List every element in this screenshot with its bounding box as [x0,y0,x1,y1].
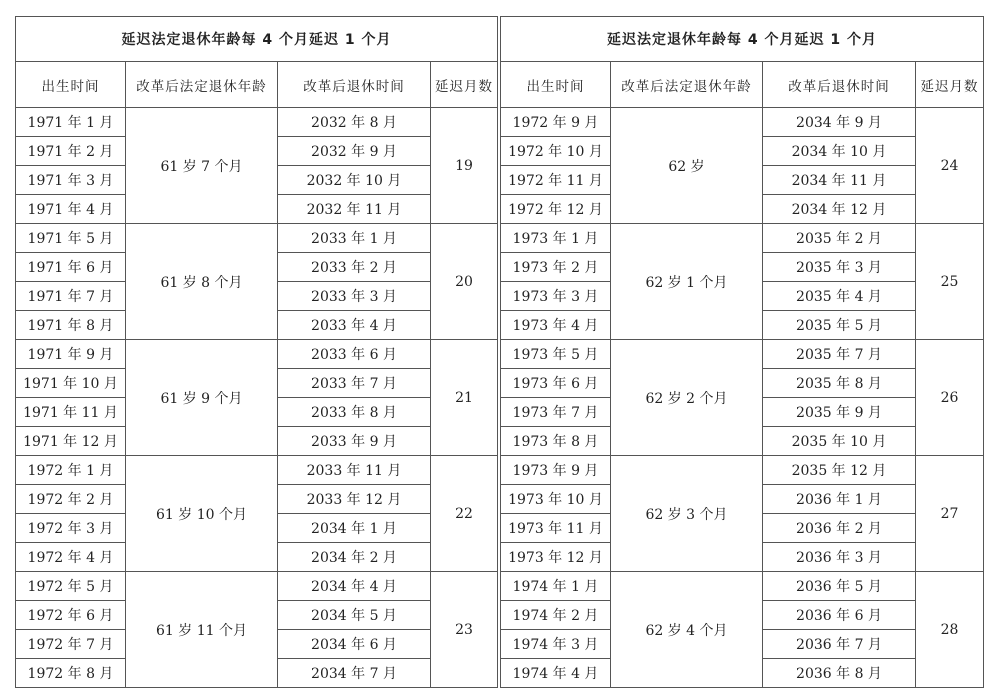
birth-time-cell: 1972 年 9 月 [501,108,611,137]
retirement-time-cell: 2032 年 11 月 [278,195,431,224]
header-retirement-age: 改革后法定退休年龄 [126,62,278,108]
retirement-age-cell: 62 岁 4 个月 [611,572,763,688]
retirement-time-cell: 2033 年 7 月 [278,369,431,398]
birth-time-cell: 1972 年 11 月 [501,166,611,195]
header-birth-time: 出生时间 [501,62,611,108]
table-header-row [501,62,984,108]
table-row [16,108,498,137]
birth-time-cell: 1974 年 1 月 [501,572,611,601]
retirement-time-cell: 2033 年 12 月 [278,485,431,514]
retirement-time-cell: 2034 年 1 月 [278,514,431,543]
table-row [16,224,498,253]
header-birth-time: 出生时间 [16,62,126,108]
birth-time-cell: 1971 年 1 月 [16,108,126,137]
delay-months-cell: 22 [431,456,498,572]
birth-time-cell: 1971 年 12 月 [16,427,126,456]
retirement-time-cell: 2035 年 9 月 [763,398,916,427]
retirement-time-cell: 2034 年 12 月 [763,195,916,224]
birth-time-cell: 1974 年 4 月 [501,659,611,688]
table-row [501,224,984,253]
birth-time-cell: 1972 年 2 月 [16,485,126,514]
table-row [16,572,498,601]
retirement-age-cell: 62 岁 2 个月 [611,340,763,456]
retirement-time-cell: 2033 年 8 月 [278,398,431,427]
birth-time-cell: 1973 年 11 月 [501,514,611,543]
retirement-time-cell: 2036 年 2 月 [763,514,916,543]
table-row [501,108,984,137]
retirement-age-cell: 62 岁 [611,108,763,224]
retirement-age-cell: 61 岁 7 个月 [126,108,278,224]
birth-time-cell: 1973 年 7 月 [501,398,611,427]
birth-time-cell: 1972 年 1 月 [16,456,126,485]
retirement-age-cell: 62 岁 1 个月 [611,224,763,340]
delay-months-cell: 26 [916,340,984,456]
table-title-row [501,17,984,62]
birth-time-cell: 1972 年 4 月 [16,543,126,572]
table-row [501,456,984,485]
birth-time-cell: 1973 年 4 月 [501,311,611,340]
birth-time-cell: 1973 年 10 月 [501,485,611,514]
birth-time-cell: 1972 年 7 月 [16,630,126,659]
birth-time-cell: 1971 年 10 月 [16,369,126,398]
retirement-age-cell: 61 岁 9 个月 [126,340,278,456]
birth-time-cell: 1971 年 9 月 [16,340,126,369]
delay-months-cell: 25 [916,224,984,340]
birth-time-cell: 1972 年 12 月 [501,195,611,224]
retirement-time-cell: 2034 年 6 月 [278,630,431,659]
delay-months-cell: 21 [431,340,498,456]
retirement-time-cell: 2033 年 4 月 [278,311,431,340]
retirement-time-cell: 2035 年 3 月 [763,253,916,282]
birth-time-cell: 1974 年 3 月 [501,630,611,659]
birth-time-cell: 1971 年 11 月 [16,398,126,427]
retirement-age-cell: 61 岁 8 个月 [126,224,278,340]
birth-time-cell: 1973 年 1 月 [501,224,611,253]
retirement-time-cell: 2036 年 8 月 [763,659,916,688]
birth-time-cell: 1972 年 8 月 [16,659,126,688]
retirement-time-cell: 2033 年 11 月 [278,456,431,485]
header-delay-months: 延迟月数 [431,62,498,108]
retirement-time-cell: 2036 年 6 月 [763,601,916,630]
birth-time-cell: 1973 年 9 月 [501,456,611,485]
retirement-time-cell: 2035 年 12 月 [763,456,916,485]
retirement-time-cell: 2035 年 4 月 [763,282,916,311]
birth-time-cell: 1973 年 5 月 [501,340,611,369]
retirement-time-cell: 2033 年 9 月 [278,427,431,456]
retirement-time-cell: 2033 年 3 月 [278,282,431,311]
birth-time-cell: 1973 年 2 月 [501,253,611,282]
retirement-table-right [500,16,984,688]
retirement-time-cell: 2033 年 1 月 [278,224,431,253]
retirement-time-cell: 2035 年 8 月 [763,369,916,398]
birth-time-cell: 1973 年 3 月 [501,282,611,311]
delay-months-cell: 28 [916,572,984,688]
retirement-time-cell: 2035 年 2 月 [763,224,916,253]
retirement-time-cell: 2033 年 2 月 [278,253,431,282]
retirement-time-cell: 2036 年 7 月 [763,630,916,659]
retirement-time-cell: 2035 年 10 月 [763,427,916,456]
retirement-age-cell: 61 岁 11 个月 [126,572,278,688]
retirement-time-cell: 2034 年 2 月 [278,543,431,572]
birth-time-cell: 1971 年 7 月 [16,282,126,311]
table-header-row [16,62,498,108]
retirement-time-cell: 2034 年 10 月 [763,137,916,166]
delay-months-cell: 23 [431,572,498,688]
retirement-time-cell: 2035 年 5 月 [763,311,916,340]
header-retirement-time: 改革后退休时间 [763,62,916,108]
delay-months-cell: 20 [431,224,498,340]
retirement-time-cell: 2034 年 5 月 [278,601,431,630]
birth-time-cell: 1972 年 3 月 [16,514,126,543]
retirement-time-cell: 2036 年 5 月 [763,572,916,601]
delay-months-cell: 24 [916,108,984,224]
birth-time-cell: 1972 年 5 月 [16,572,126,601]
birth-time-cell: 1972 年 6 月 [16,601,126,630]
birth-time-cell: 1971 年 8 月 [16,311,126,340]
retirement-time-cell: 2034 年 4 月 [278,572,431,601]
retirement-time-cell: 2036 年 3 月 [763,543,916,572]
delay-months-cell: 19 [431,108,498,224]
delay-months-cell: 27 [916,456,984,572]
retirement-age-cell: 61 岁 10 个月 [126,456,278,572]
header-retirement-age: 改革后法定退休年龄 [611,62,763,108]
birth-time-cell: 1971 年 4 月 [16,195,126,224]
header-delay-months: 延迟月数 [916,62,984,108]
retirement-time-cell: 2035 年 7 月 [763,340,916,369]
birth-time-cell: 1971 年 3 月 [16,166,126,195]
birth-time-cell: 1973 年 8 月 [501,427,611,456]
retirement-time-cell: 2034 年 11 月 [763,166,916,195]
table-row [16,456,498,485]
table-row [501,572,984,601]
retirement-time-cell: 2032 年 10 月 [278,166,431,195]
retirement-time-cell: 2032 年 9 月 [278,137,431,166]
birth-time-cell: 1971 年 6 月 [16,253,126,282]
retirement-time-cell: 2034 年 7 月 [278,659,431,688]
header-retirement-time: 改革后退休时间 [278,62,431,108]
table-row [16,340,498,369]
table-title: 延迟法定退休年龄每 4 个月延迟 1 个月 [16,17,498,62]
birth-time-cell: 1971 年 2 月 [16,137,126,166]
retirement-time-cell: 2034 年 9 月 [763,108,916,137]
birth-time-cell: 1973 年 6 月 [501,369,611,398]
birth-time-cell: 1971 年 5 月 [16,224,126,253]
table-title-row [16,17,498,62]
retirement-time-cell: 2032 年 8 月 [278,108,431,137]
retirement-table-left [15,16,498,688]
retirement-time-cell: 2036 年 1 月 [763,485,916,514]
retirement-age-cell: 62 岁 3 个月 [611,456,763,572]
table-row [501,340,984,369]
birth-time-cell: 1974 年 2 月 [501,601,611,630]
birth-time-cell: 1972 年 10 月 [501,137,611,166]
table-title: 延迟法定退休年龄每 4 个月延迟 1 个月 [501,17,984,62]
birth-time-cell: 1973 年 12 月 [501,543,611,572]
retirement-time-cell: 2033 年 6 月 [278,340,431,369]
